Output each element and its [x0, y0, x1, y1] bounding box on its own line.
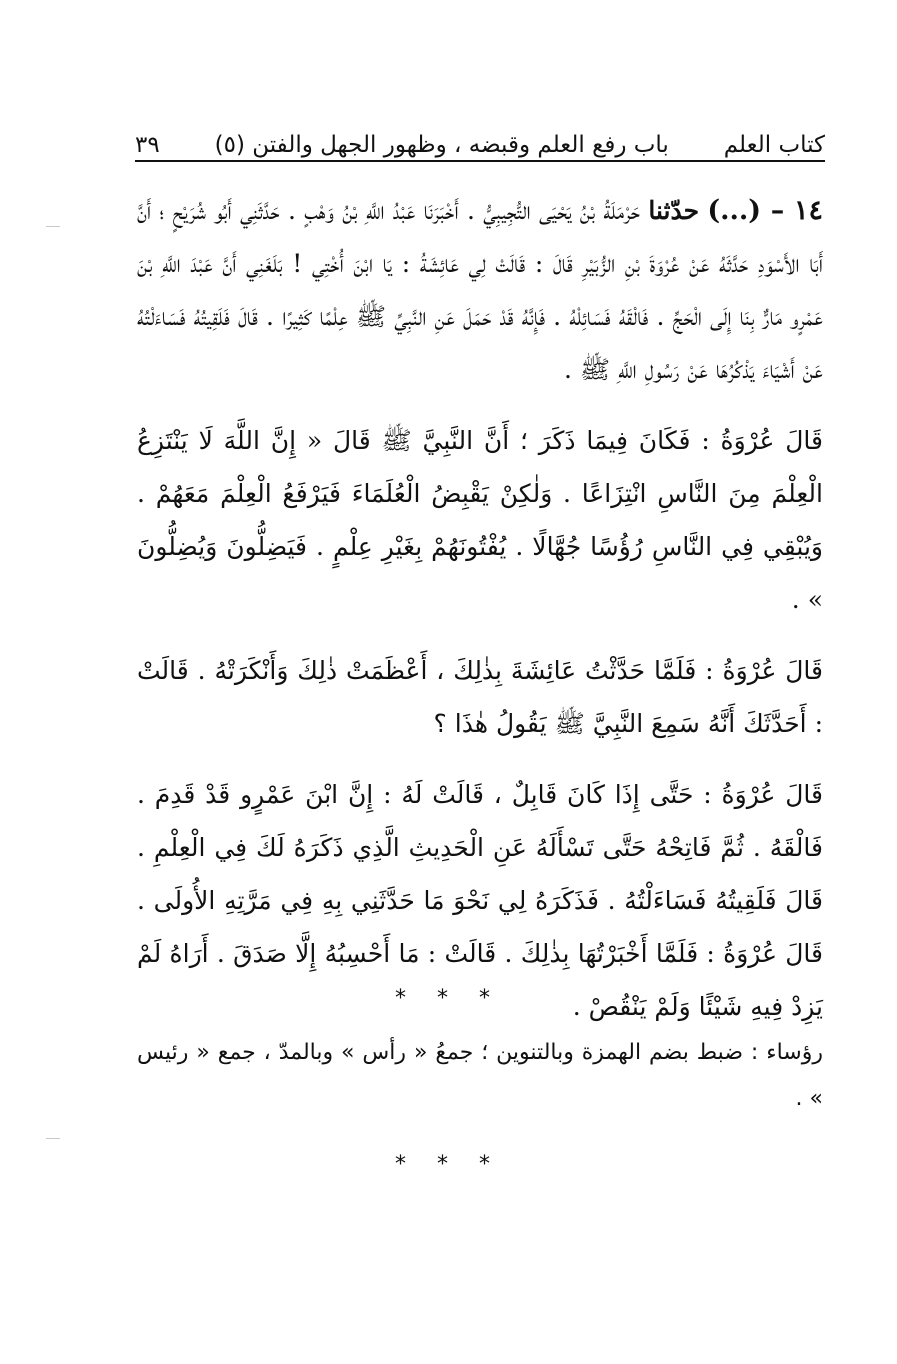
hadith-paragraph-3: قَالَ عُرْوَةُ : فَلَمَّا حَدَّثْتُ عَائِشَةَ بِذٰلِكَ ، أَعْظَمَتْ ذٰلِكَ وَأَنْكَرَتْهُ . قَالَتْ : أَحَدَّثَكَ أَنَّهُ سَمِعَ النَّبِيَّ ﷺ يَقُولُ هٰذَا ؟ — [137, 656, 823, 738]
footnote: رؤساء : ضبط بضم الهمزة وبالتنوين ؛ جمعُ « رأس » وبالمدّ ، جمع « رئيس » . — [137, 1040, 823, 1111]
hadith-text — [137, 184, 823, 1051]
section-separator-bottom: * * * — [395, 1152, 502, 1177]
margin-mark — [46, 1138, 60, 1139]
book-title: كتاب العلم — [723, 132, 825, 158]
margin-mark — [46, 226, 60, 227]
chain-word: حدّثنا — [648, 196, 700, 225]
chapter-title: (٥) باب رفع العلم وقبضه ، وظهور الجهل والفتن — [214, 132, 669, 158]
page-number: ٣٩ — [135, 132, 160, 158]
header-rule — [135, 160, 825, 162]
section-separator: * * * — [395, 986, 502, 1011]
hadith-number: ١٤ – (...) — [707, 195, 823, 226]
hadith-paragraph-1 — [137, 184, 823, 396]
hadith-paragraph-2: قَالَ عُرْوَةُ : فَكَانَ فِيمَا ذَكَرَ ؛ أَنَّ النَّبِيَّ ﷺ قَالَ « إِنَّ اللَّهَ لَا يَنْتَزِعُ الْعِلْمَ مِنَ النَّاسِ انْتِزَاعًا . وَلٰكِنْ يَقْبِضُ الْعُلَمَاءَ فَيَرْفَعُ الْعِلْمَ مَعَهُمْ . وَيُبْقِي فِي النَّاسِ رُؤُسًا جُهَّالًا . يُفْتُونَهُمْ بِغَيْرِ عِلْمٍ . فَيَضِلُّونَ وَيُضِلُّونَ » . — [137, 426, 823, 614]
running-header — [135, 118, 825, 158]
hadith-paragraph-1-text: حَرْمَلَةُ بْنُ يَحْيَى التُّجِيبِيُّ . أَخْبَرَنَا عَبْدُ اللَّهِ بْنُ وَهْبٍ . حَدَّثَنِي أَبُو شُرَيْحٍ ؛ أَنَّ أَبَا الأَسْوَدِ حَدَّثَهُ عَنْ عُرْوَةَ بْنِ الزُّبَيْرِ قَالَ : قَالَتْ لِي عَائِشَةُ : يَا ابْنَ أُخْتِي ! بَلَغَنِي أَنَّ عَبْدَ اللَّهِ بْنَ عَمْرٍو مَارٌّ بِنَا إِلَى الْحَجِّ . فَالْقَهُ فَسَائِلْهُ . فَإِنَّهُ قَدْ حَمَلَ عَنِ النَّبِيِّ ﷺ عِلْمًا كَثِيرًا . قَالَ فَلَقِيتُهُ فَسَاءَلْتُهُ عَنْ أَشْيَاءَ يَذْكُرُهَا عَنْ رَسُولِ اللَّهِ ﷺ . — [137, 196, 823, 384]
hadith-paragraph-4: قَالَ عُرْوَةُ : حَتَّى إِذَا كَانَ قَابِلٌ ، قَالَتْ لَهُ : إِنَّ ابْنَ عَمْرٍو قَدْ قَدِمَ . فَالْقَهُ . ثُمَّ فَاتِحْهُ حَتَّى تَسْأَلَهُ عَنِ الْحَدِيثِ الَّذِي ذَكَرَهُ لَكَ فِي الْعِلْمِ . قَالَ فَلَقِيتُهُ فَسَاءَلْتُهُ . فَذَكَرَهُ لِي نَحْوَ مَا حَدَّثَنِي بِهِ فِي مَرَّتِهِ الأُولَى . قَالَ عُرْوَةُ : فَلَمَّا أَخْبَرْتُهَا بِذٰلِكَ . قَالَتْ : مَا أَحْسِبُهُ إِلَّا صَدَقَ . أَرَاهُ لَمْ يَزِدْ فِيهِ شَيْئًا وَلَمْ يَنْقُصْ . — [137, 780, 823, 1021]
